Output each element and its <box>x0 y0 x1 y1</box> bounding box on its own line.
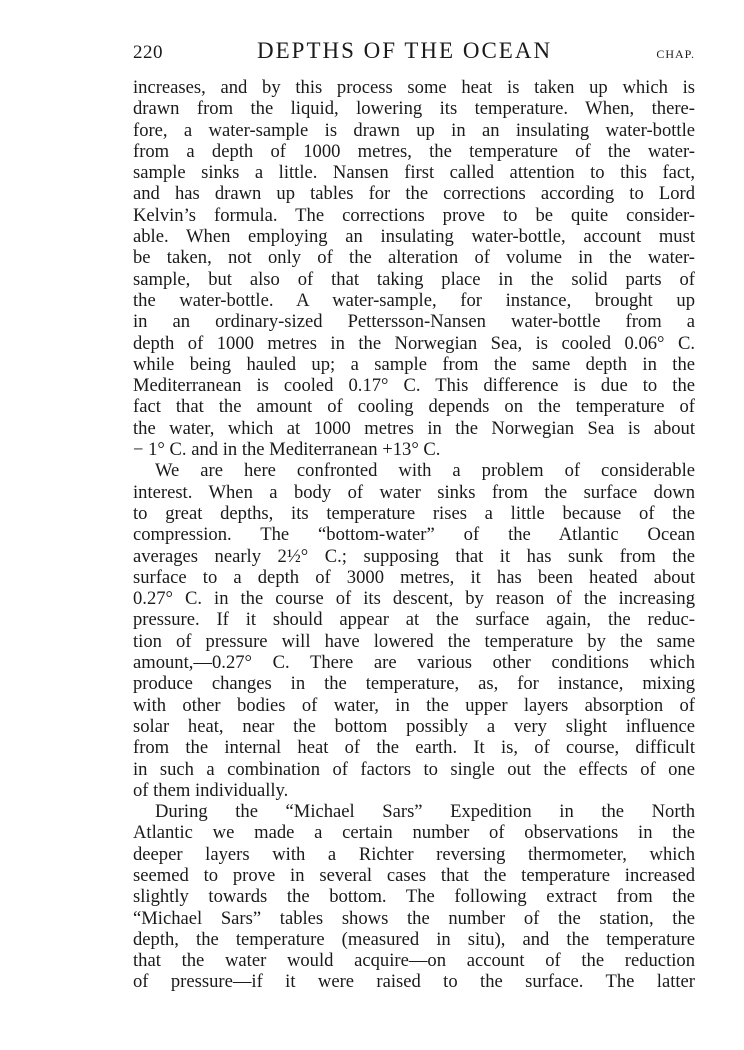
body-text <box>133 77 695 993</box>
text-line: of pressure—if it were raised to the surface. The latter <box>133 971 695 993</box>
text-line: produce changes in the temperature, as, for instance, mixing <box>133 673 695 695</box>
text-line: “Michael Sars” tables shows the number of the station, the <box>133 907 695 929</box>
text-line: deeper layers with a Richter reversing thermometer, which <box>133 843 695 865</box>
text-line: the water, which at 1000 metres in the Norwegian Sea is about <box>133 417 695 439</box>
text-line: tion of pressure will have lowered the temperature by the same <box>133 630 695 652</box>
text-line: interest. When a body of water sinks from the surface down <box>133 481 695 503</box>
text-line: and has drawn up tables for the corrections according to Lord <box>133 183 695 205</box>
paragraph-1 <box>133 77 695 460</box>
paragraph-2 <box>133 460 695 801</box>
text-line: amount,—0.27° C. There are various other conditions which <box>133 652 695 674</box>
text-line: sample sinks a little. Nansen first called attention to this fact, <box>133 162 695 184</box>
text-line: drawn from the liquid, lowering its temperature. When, there- <box>133 98 695 120</box>
page-number: 220 <box>133 42 163 63</box>
text-line: be taken, not only of the alteration of volume in the water- <box>133 247 695 269</box>
text-line: − 1° C. and in the Mediterranean +13° C. <box>133 439 441 461</box>
text-line: Mediterranean is cooled 0.17° C. This difference is due to the <box>133 375 695 397</box>
text-line: increases, and by this process some heat is taken up which is <box>133 77 695 98</box>
chapter-label: CHAP. <box>656 47 695 61</box>
text-line: pressure. If it should appear at the surface again, the reduc- <box>133 609 695 631</box>
text-line: Atlantic we made a certain number of observations in the <box>133 822 695 844</box>
text-line: fact that the amount of cooling depends on the temperature of <box>133 396 695 418</box>
text-line: fore, a water-sample is drawn up in an insulating water-bottle <box>133 119 695 141</box>
text-line: compression. The “bottom-water” of the Atlantic Ocean <box>133 524 695 546</box>
text-line: the water-bottle. A water-sample, for instance, brought up <box>133 289 695 311</box>
text-line: that the water would acquire—on account of the reduction <box>133 950 695 972</box>
text-line: Kelvin’s formula. The corrections prove to be quite consider- <box>133 204 695 226</box>
text-line: in such a combination of factors to single out the effects of one <box>133 758 695 780</box>
text-line: in an ordinary-sized Pettersson-Nansen water-bottle from a <box>133 311 695 333</box>
text-line: from a depth of 1000 metres, the temperature of the water- <box>133 140 695 162</box>
text-line: depth, the temperature (measured in situ), and the temperature <box>133 928 695 950</box>
text-line: seemed to prove in several cases that the temperature increased <box>133 864 695 886</box>
book-title: DEPTHS OF THE OCEAN <box>257 38 553 63</box>
text-line: to great depths, its temperature rises a little because of the <box>133 502 695 524</box>
text-line: while being hauled up; a sample from the same depth in the <box>133 353 695 375</box>
paragraph-3 <box>133 801 695 993</box>
text-line: averages nearly 2½° C.; supposing that it has sunk from the <box>133 545 695 567</box>
text-line: surface to a depth of 3000 metres, it has been heated about <box>133 566 695 588</box>
text-line: with other bodies of water, in the upper layers absorption of <box>133 694 695 716</box>
running-head <box>133 38 695 68</box>
text-line: from the internal heat of the earth. It is, of course, difficult <box>133 737 695 759</box>
text-line: 0.27° C. in the course of its descent, by reason of the increasing <box>133 588 695 610</box>
text-line: slightly towards the bottom. The following extract from the <box>133 886 695 908</box>
text-line: solar heat, near the bottom possibly a very slight influence <box>133 715 695 737</box>
text-line: able. When employing an insulating water-bottle, account must <box>133 226 695 248</box>
text-line: of them individually. <box>133 779 289 801</box>
text-line: We are here confronted with a problem of considerable <box>155 460 695 482</box>
text-line: sample, but also of that taking place in the solid parts of <box>133 268 695 290</box>
text-line: depth of 1000 metres in the Norwegian Sea, is cooled 0.06° C. <box>133 332 695 354</box>
text-line: During the “Michael Sars” Expedition in the North <box>155 801 695 823</box>
